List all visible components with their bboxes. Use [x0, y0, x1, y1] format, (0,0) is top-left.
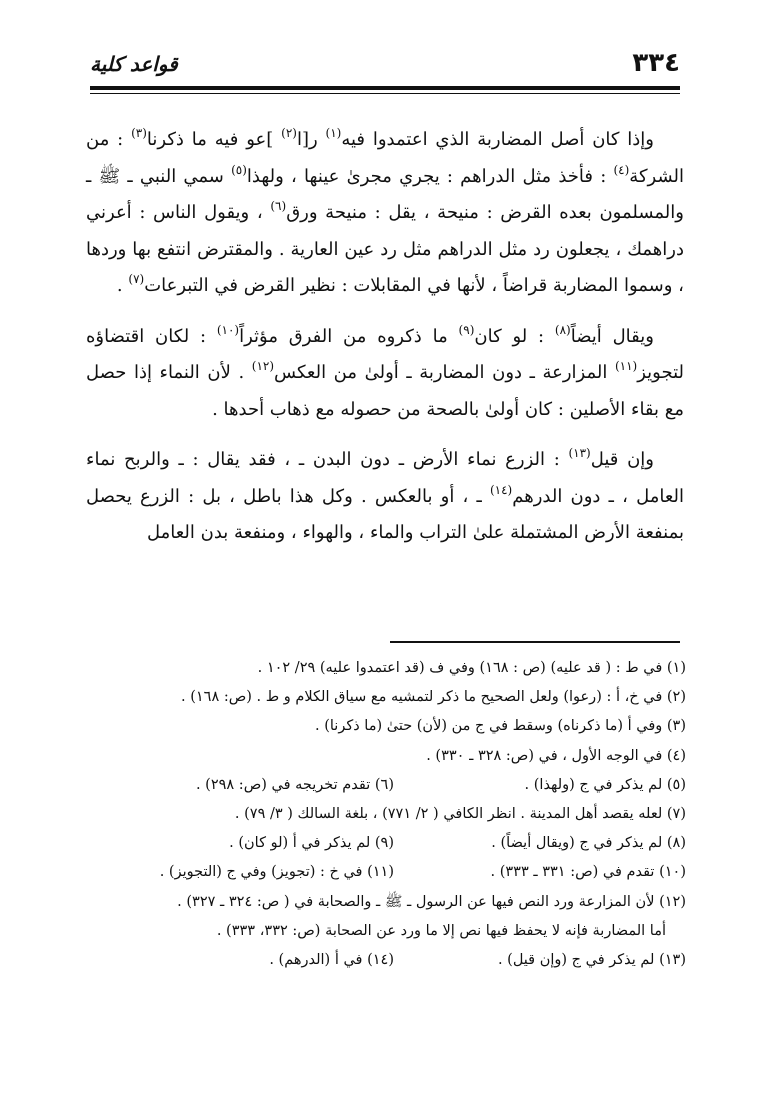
text-run: .	[116, 275, 129, 296]
text-run: ر[ا	[296, 129, 326, 150]
page-header	[90, 48, 680, 84]
footnote-ref: (١١)	[614, 359, 638, 373]
text-run: ]عو فيه ما ذكرنا	[146, 129, 282, 150]
text-run: : الزرع نماء الأرض ـ دون البدن ـ ، فقد يقال : ـ والربح نماء العامل ، ـ دون الدرهم	[86, 449, 685, 507]
text-run: المزارعة ـ دون المضاربة ـ أولىٰ من العكس	[274, 362, 615, 383]
footnote-ref: (٦)	[270, 199, 287, 213]
footnote-13: (١٣) لم يذكر في ج (وإن قيل) .	[497, 952, 686, 969]
text-run: سمي النبي ـ ﷺ ـ والمسلمون بعده القرض : منيحة ، يقل : منيحة ورق	[86, 165, 684, 223]
footnote-ref: (٨)	[554, 322, 571, 337]
footnote-row	[86, 858, 686, 887]
footnotes	[86, 654, 686, 975]
footnote-14: (١٤) في أ (الدرهم) .	[269, 952, 394, 969]
text-run: ـ ، أو بالعكس . وكل هذا باطل ، بل : الزرع يحصل بمنفعة الأرض المشتملة علىٰ التراب والماء ، والهواء ، ومنفعة بدن العامل	[86, 485, 684, 543]
footnote-ref: (١٢)	[251, 359, 275, 373]
footnote-ref: (٩)	[458, 322, 475, 337]
footnote-ref: (١٠)	[216, 322, 240, 337]
running-title: قواعد كلية	[90, 52, 178, 76]
footnote-6: (٦) تقدم تخريجه في (ص: ٢٩٨) .	[195, 776, 394, 793]
footnote-row	[86, 829, 686, 858]
footnote-ref: (٥)	[231, 162, 247, 177]
page-number: ٣٣٤	[632, 48, 680, 78]
text-run: : فأخذ مثل الدراهم : يجري مجرىٰ عينها ، ولهذا	[246, 165, 614, 187]
footnote-ref: (١٤)	[489, 482, 513, 497]
footnote-8: (٨) لم يذكر في ج (ويقال أيضاً) .	[491, 835, 686, 852]
text-run: . لأن النماء إذا حصل مع بقاء الأصلين : كان أولىٰ بالصحة من حصوله مع ذهاب أحدها .	[86, 362, 684, 420]
footnote-7: (٧) لعله يقصد أهل المدينة . انظر الكافي ( ٢/ ٧٧١) ، بلغة السالك ( ٣/ ٧٩) .	[234, 806, 686, 823]
text-run: وإذا كان أصل المضاربة الذي اعتمدوا فيه	[341, 129, 655, 150]
paragraph-2	[86, 319, 684, 429]
footnote-4: (٤) في الوجه الأول ، في (ص: ٣٢٨ ـ ٣٣٠) .	[426, 747, 686, 764]
text-run: ويقال أيضاً	[570, 325, 654, 347]
footnote-ref: (١٣)	[568, 446, 591, 460]
footnote-3: (٣) وفي أ (ما ذكرناه) وسقط في ج من (لأن) حتىٰ (ما ذكرنا) .	[314, 718, 686, 735]
footnote-ref: (٤)	[613, 162, 630, 177]
footnote-separator	[390, 641, 680, 643]
paragraph-1	[86, 122, 684, 305]
text-run: : لو كان	[474, 325, 555, 347]
footnote-12-continued: أما المضاربة فإنه لا يحفظ فيها نص إلا ما ورد عن الصحابة (ص: ٣٣٢، ٣٣٣) .	[216, 922, 666, 939]
text-run: ما ذكروه من الفرق مؤثراً	[239, 325, 459, 347]
footnote-11: (١١) في خ : (تجويز) وفي ج (التجويز) .	[159, 864, 394, 881]
main-text	[86, 122, 684, 552]
text-run: ، ويقول الناس : أعرني دراهمك ، يجعلون رد مثل الدراهم مثل رد عين العارية . والمقترض انتفع بها وردها ، وسموا المضاربة قراضاً ، لأنها في المقابلات : نظير القرض في التبرعات	[86, 202, 684, 296]
footnote-ref: (١)	[325, 126, 342, 140]
header-rule-thick	[90, 86, 680, 90]
paragraph-3	[86, 442, 684, 552]
footnote-1: (١) في ط : ( قد عليه) (ص : ١٦٨) وفي ف (قد اعتمدوا عليه) ٢٩/ ١٠٢ .	[257, 660, 686, 676]
footnote-9: (٩) لم يذكر في أ (لو كان) .	[229, 835, 394, 852]
footnote-5: (٥) لم يذكر في ج (ولهذا) .	[524, 776, 686, 793]
text-run: : من الشركة	[86, 129, 684, 187]
text-run: : لكان اقتضاؤه لتجويز	[86, 325, 684, 383]
footnote-row	[86, 946, 686, 975]
footnote-row	[86, 771, 686, 800]
footnote-ref: (٧)	[128, 272, 145, 286]
text-run: وإن قيل	[590, 449, 655, 470]
header-rule-thin	[90, 93, 680, 94]
footnote-10: (١٠) تقدم في (ص: ٣٣١ ـ ٣٣٣) .	[490, 864, 686, 881]
footnote-12: (١٢) لأن المزارعة ورد النص فيها عن الرسول ـ ﷺ ـ والصحابة في ( ص: ٣٢٤ ـ ٣٢٧) .	[177, 893, 686, 910]
footnote-2: (٢) في خ، أ : (رعوا) ولعل الصحيح ما ذكر لتمشيه مع سياق الكلام و ط . (ص: ١٦٨) .	[181, 689, 686, 706]
footnote-ref: (٢)	[281, 126, 297, 140]
footnote-ref: (٣)	[131, 126, 147, 140]
